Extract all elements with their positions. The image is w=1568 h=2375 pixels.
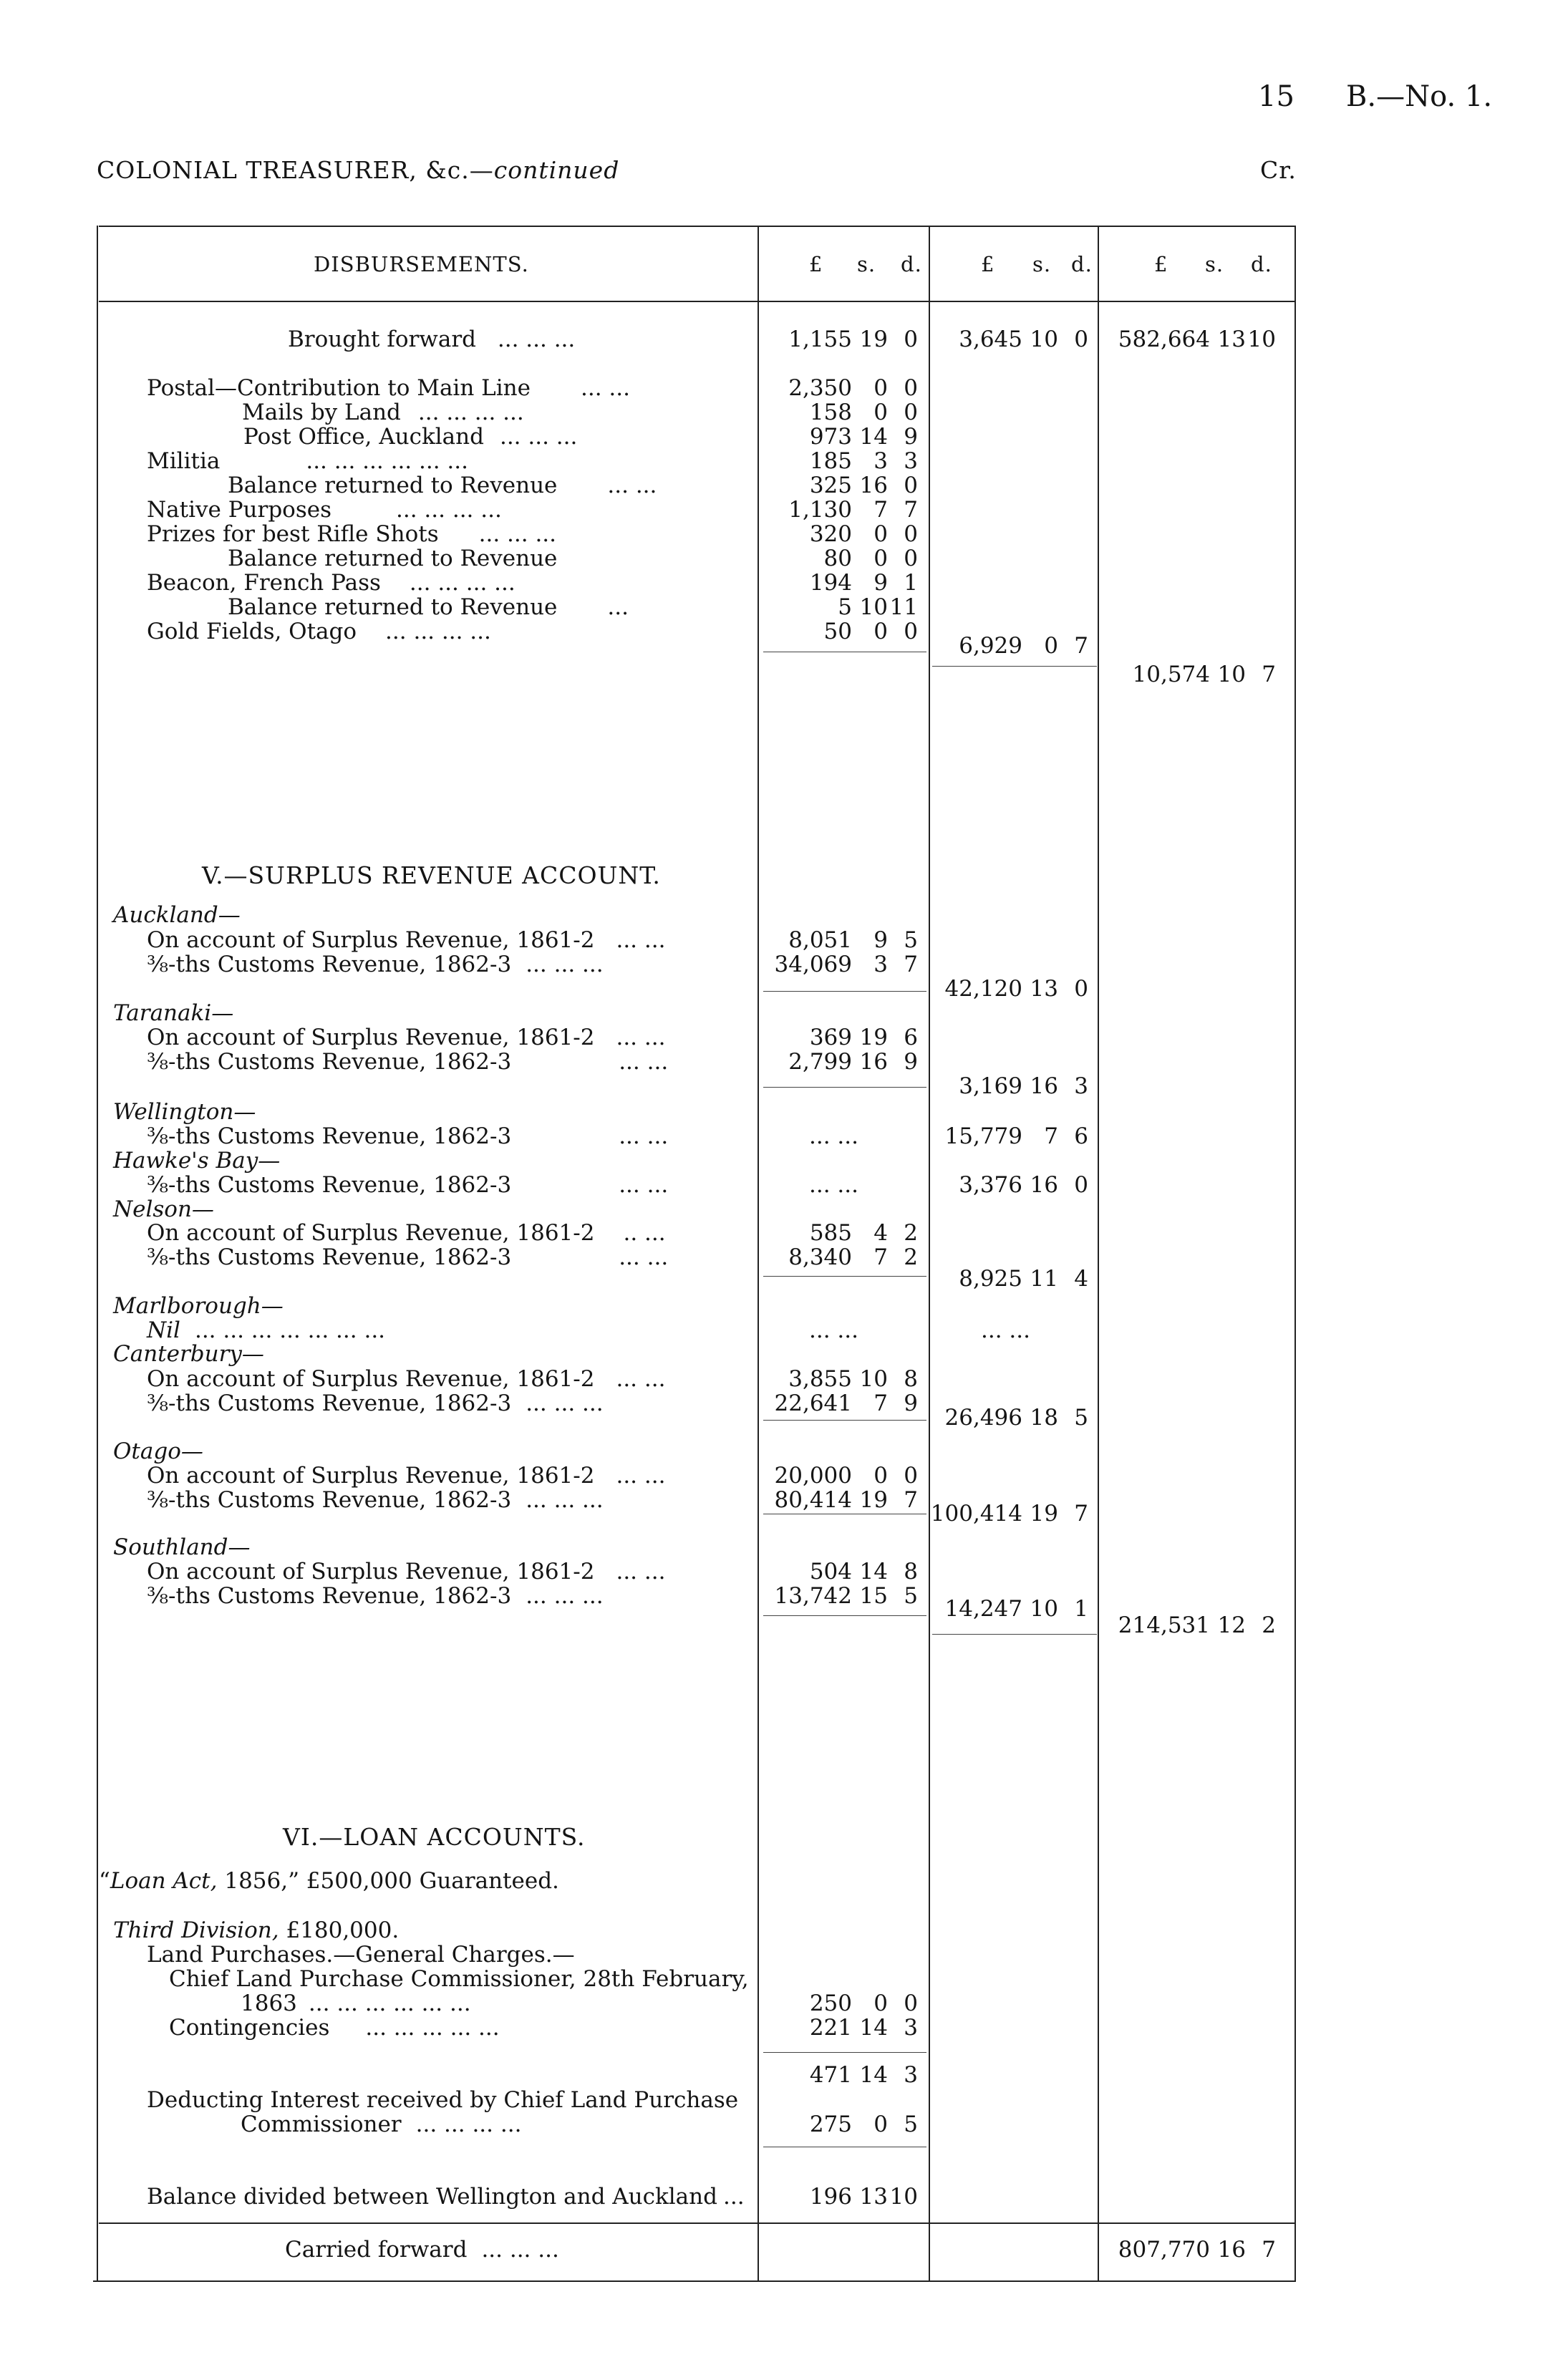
commissioner-year-line: 1863 ... ... ... ... ... ...: [241, 1991, 471, 2016]
col1-shilling-header: s.: [857, 252, 876, 276]
list-item: ⅜-ths Customs Revenue, 1862-3 ... ...: [147, 1172, 669, 1198]
leader-dots: ... ... ...: [497, 326, 576, 352]
list-item: Mails by Land ... ... ... ...: [242, 400, 524, 425]
division-line: Third Division, £180,000.: [113, 1917, 400, 1943]
running-title-suffix: continued: [493, 156, 620, 184]
province-total: 42,120 13 0: [944, 976, 1088, 1002]
col2-penny-header: d.: [1071, 252, 1093, 276]
list-item: On account of Surplus Revenue, 1861-2 ... ...: [147, 927, 666, 953]
list-item-amount: 158 0 0: [809, 400, 918, 425]
list-item-amount: 80,414 19 7: [774, 1487, 918, 1513]
disbursements-heading: DISBURSEMENTS.: [314, 252, 529, 276]
balance-divided-amount: 196 1310: [809, 2184, 918, 2210]
province-name: Otago—: [113, 1438, 203, 1464]
col3-pound-header: £: [1154, 252, 1168, 276]
list-item-amount: 20,000 0 0: [774, 1463, 918, 1489]
brought-forward-col1: 1,155 19 0: [788, 326, 918, 352]
list-item-amount: 2,350 0 0: [788, 375, 918, 401]
land-purchases-line: Land Purchases.—General Charges.—: [147, 1942, 575, 1968]
brought-forward-col2: 3,645 10 0: [959, 326, 1088, 352]
deducting-amount: 275 0 5: [809, 2112, 918, 2137]
section1-total: 10,574 10 7: [1132, 662, 1276, 687]
list-item-amount: 504 14 8: [809, 1559, 918, 1585]
col2-shilling-header: s.: [1032, 252, 1052, 276]
list-item-amount: 194 9 1: [809, 570, 918, 596]
col1-pound-header: £: [809, 252, 823, 276]
province-name: Nelson—: [113, 1196, 214, 1222]
list-item: Postal—Contribution to Main Line ... ...: [147, 375, 630, 401]
left-border: [97, 226, 98, 2282]
subtotal-rule: [763, 2052, 926, 2053]
province-total: 15,779 7 6: [944, 1123, 1088, 1149]
list-item: ⅜-ths Customs Revenue, 1862-3 ... ...: [147, 1049, 669, 1075]
list-item: Native Purposes ... ... ... ...: [147, 497, 502, 523]
loan-act-line: “Loan Act, 1856,” £500,000 Guaranteed.: [99, 1868, 559, 1894]
list-item-amount: 369 19 6: [809, 1025, 918, 1050]
list-item: ⅜-ths Customs Revenue, 1862-3 ... ...: [147, 1244, 669, 1270]
province-name: Canterbury—: [113, 1341, 264, 1367]
list-item-amount: 80 0 0: [823, 546, 918, 571]
contingencies-amount: 221 14 3: [809, 2015, 918, 2041]
list-item-empty: ... ...: [809, 1123, 858, 1149]
list-item-amount: 50 0 0: [823, 619, 918, 644]
list-item: Post Office, Auckland ... ... ...: [243, 424, 578, 450]
province-name: Taranaki—: [113, 1000, 234, 1026]
list-item: On account of Surplus Revenue, 1861-2 ... ...: [147, 1366, 666, 1392]
col3-penny-header: d.: [1251, 252, 1272, 276]
loan-accounts-heading: VI.—LOAN ACCOUNTS.: [283, 1823, 586, 1851]
list-item-amount: 325 16 0: [809, 473, 918, 498]
balance-divided-line: Balance divided between Wellington and Auckland ...: [147, 2184, 745, 2210]
list-item: Balance returned to Revenue ... ...: [228, 473, 657, 498]
col1-penny-header: d.: [901, 252, 922, 276]
list-item-amount: 8,051 9 5: [788, 927, 918, 953]
list-item-amount: 320 0 0: [809, 521, 918, 547]
brought-forward-row: [288, 326, 575, 352]
carried-forward-amount: 807,770 16 7: [1118, 2237, 1276, 2263]
brought-forward-label: Brought forward: [288, 326, 476, 352]
province-total: 14,247 10 1: [944, 1596, 1088, 1622]
list-item-amount: 973 14 9: [809, 424, 918, 450]
commissioner-amount: 250 0 0: [809, 1991, 918, 2016]
list-item-amount: 13,742 15 5: [774, 1583, 918, 1609]
section1-subtotal: 6,929 0 7: [959, 633, 1088, 659]
list-item-amount: 2,799 16 9: [788, 1049, 918, 1075]
list-item-amount: 8,340 7 2: [788, 1244, 918, 1270]
list-item: ⅜-ths Customs Revenue, 1862-3 ... ...: [147, 1123, 669, 1149]
list-item: Prizes for best Rifle Shots ... ... ...: [147, 521, 557, 547]
running-title-main: COLONIAL TREASURER, &c.—: [97, 156, 494, 184]
column-divider-2: [929, 226, 930, 2282]
col3-shilling-header: s.: [1205, 252, 1224, 276]
deducting-line: Deducting Interest received by Chief Land Purchase: [147, 2087, 739, 2113]
list-item-amount: 1,130 7 7: [788, 497, 918, 523]
loan-sum-amount: 471 14 3: [809, 2062, 918, 2088]
list-item: Gold Fields, Otago ... ... ... ...: [147, 619, 491, 644]
col2-pound-header: £: [981, 252, 995, 276]
list-item: On account of Surplus Revenue, 1861-2 ... ...: [147, 1463, 666, 1489]
province-total: 26,496 18 5: [944, 1405, 1088, 1431]
list-item-amount: 585 4 2: [809, 1220, 918, 1246]
province-name: Wellington—: [113, 1099, 256, 1125]
province-name: Marlborough—: [113, 1293, 284, 1319]
list-item: Balance returned to Revenue: [228, 546, 558, 571]
province-name: Hawke's Bay—: [113, 1148, 281, 1174]
province-total: 8,925 11 4: [959, 1266, 1088, 1292]
table-top-rule: [99, 226, 1296, 227]
list-item-amount: 5 1011: [838, 594, 918, 620]
list-item: ⅜-ths Customs Revenue, 1862-3 ... ... ...: [147, 1583, 604, 1609]
surplus-revenue-total: 214,531 12 2: [1118, 1612, 1276, 1638]
list-item-amount: 22,641 7 9: [774, 1390, 918, 1416]
deducting-commissioner-line: Commissioner ... ... ... ...: [241, 2112, 522, 2137]
list-item-amount: 34,069 3 7: [774, 952, 918, 977]
province-total: 100,414 19 7: [930, 1501, 1088, 1527]
credit-side-label: Cr.: [1260, 156, 1297, 184]
list-item: On account of Surplus Revenue, 1861-2 ... ...: [147, 1559, 666, 1585]
list-item: ⅜-ths Customs Revenue, 1862-3 ... ... ...: [147, 1487, 604, 1513]
list-item-empty: ... ...: [809, 1317, 858, 1343]
list-item: Nil ... ... ... ... ... ... ...: [147, 1317, 386, 1343]
list-item-empty: ... ...: [981, 1317, 1030, 1343]
list-item: ⅜-ths Customs Revenue, 1862-3 ... ... ...: [147, 1390, 604, 1416]
list-item: ⅜-ths Customs Revenue, 1862-3 ... ... ...: [147, 952, 604, 977]
surplus-revenue-heading: V.—SURPLUS REVENUE ACCOUNT.: [202, 861, 661, 889]
carried-forward-rule: [99, 2222, 1296, 2224]
list-item-amount: 185 3 3: [809, 448, 918, 474]
province-name: Southland—: [113, 1534, 251, 1560]
province-total: 3,376 16 0: [959, 1172, 1088, 1198]
right-border: [1294, 226, 1296, 2282]
list-item: On account of Surplus Revenue, 1861-2 ... ...: [147, 1025, 666, 1050]
province-total: 3,169 16 3: [959, 1073, 1088, 1099]
commissioner-line: Chief Land Purchase Commissioner, 28th February,: [169, 1966, 749, 1992]
table-bottom-rule: [93, 2280, 1296, 2282]
list-item-empty: ... ...: [809, 1172, 858, 1198]
brought-forward-col3: 582,664 1310: [1118, 326, 1276, 352]
column-divider-3: [1098, 226, 1099, 2282]
list-item: Beacon, French Pass ... ... ... ...: [147, 570, 516, 596]
list-item: On account of Surplus Revenue, 1861-2 .. ...: [147, 1220, 666, 1246]
carried-forward-row: Carried forward ... ... ...: [285, 2237, 559, 2263]
document-reference: B.—No. 1.: [1346, 80, 1493, 113]
header-bottom-rule: [99, 301, 1296, 302]
list-item: Balance returned to Revenue ...: [228, 594, 629, 620]
contingencies-line: Contingencies ... ... ... ... ...: [169, 2015, 500, 2041]
province-name: Auckland—: [113, 902, 241, 928]
page-number: 15: [1258, 80, 1294, 113]
list-item: Militia ... ... ... ... ... ...: [147, 448, 468, 474]
list-item-amount: 3,855 10 8: [788, 1366, 918, 1392]
running-title: [97, 156, 619, 184]
